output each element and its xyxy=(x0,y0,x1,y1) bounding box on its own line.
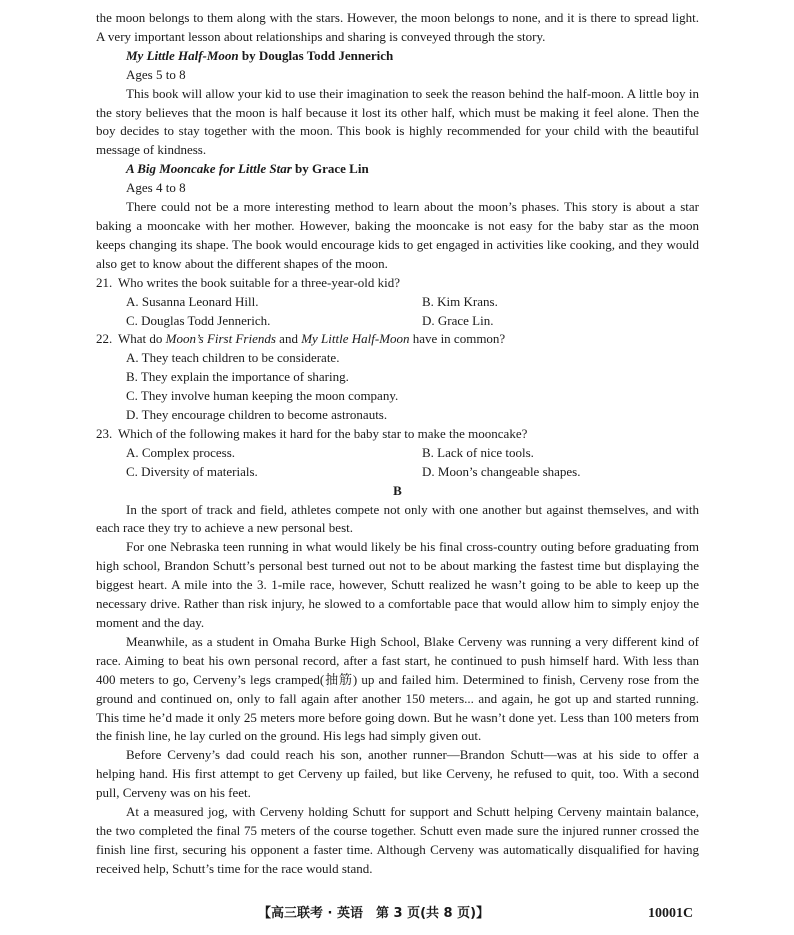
question-stem: Which of the following makes it hard for the baby star to make the mooncake? xyxy=(118,425,528,441)
question-number: 22. xyxy=(96,331,113,347)
question-stem: Who writes the book suitable for a three-year-old kid? xyxy=(118,274,401,290)
option-d: D. Moon’s changeable shapes. xyxy=(422,463,581,479)
option-b: B. Lack of nice tools. xyxy=(422,444,534,460)
option-b: B. Kim Krans. xyxy=(422,293,498,309)
question-number: 21. xyxy=(96,274,113,290)
option-d: D. They encourage children to become astronauts. xyxy=(126,407,388,423)
book-title: My Little Half-Moon xyxy=(301,331,410,347)
option-c: C. They involve human keeping the moon company. xyxy=(126,388,399,404)
book-author: by Grace Lin xyxy=(291,161,369,177)
option-a: A. They teach children to be considerate. xyxy=(126,350,340,366)
footer-page-info: 【高三联考 · 英语 第 3 页(共 8 页)】 xyxy=(258,906,490,921)
book-ages: Ages 5 to 8 xyxy=(126,66,186,82)
stem-text: What do xyxy=(118,331,166,347)
passage-paragraph: In the sport of track and field, athletes compete not only with one another but against themselves, and with each race they try to achieve a new personal best. xyxy=(96,501,699,536)
book-description: This book will allow your kid to use their imagination to seek the reason behind the half-moon. A little boy in the story believes that the moon is half because it lost its other half, which must be making it feel alone. Then the boy decides to stay together with the moon. This book is highly recommended for your child with the beautiful message of kindness. xyxy=(96,85,699,158)
option-c: C. Douglas Todd Jennerich. xyxy=(126,312,271,328)
option-b: B. They explain the importance of sharing. xyxy=(126,369,349,385)
option-a: A. Susanna Leonard Hill. xyxy=(126,293,259,309)
intro-tail-paragraph: the moon belongs to them along with the stars. However, the moon belongs to none, and it is there to spread light. A very important lesson about relationships and sharing is conveyed through the story. xyxy=(96,10,699,44)
passage-paragraph: At a measured jog, with Cerveny holding Schutt for support and Schutt helping Cerveny maintain balance, the two completed the final 75 meters of the course together. Schutt even made sure the injured runner crossed the finish line first, securing his opponent a faster time. Although Cerveny was automatically disqualified for having received help, Schutt’s time for the race would stand. xyxy=(96,804,699,876)
question-22-options xyxy=(96,349,699,425)
book-title: My Little Half-Moon xyxy=(126,47,239,63)
passage-paragraph: Before Cerveny’s dad could reach his son, another runner—Brandon Schutt—was at his side to offer a helping hand. His first attempt to get Cerveny up failed, but like Cerveny, he refused to quit, too. With a second pull, Cerveny was on his feet. xyxy=(96,747,699,801)
question-21-options xyxy=(96,293,699,331)
option-d: D. Grace Lin. xyxy=(422,312,494,328)
question-22 xyxy=(96,330,699,349)
page-footer xyxy=(0,905,794,927)
question-stem xyxy=(118,330,505,349)
book-description: There could not be a more interesting method to learn about the moon’s phases. This story is about a star baking a mooncake with her mother. However, baking the mooncake is not easy for the baby star as the moon keeps changing its shape. The book would encourage kids to get engaged in activities like cooking, and they would also get to know about the different shapes of the moon. xyxy=(96,199,699,271)
question-23 xyxy=(96,425,699,444)
book-title-heading xyxy=(96,160,699,179)
book-author: by Douglas Todd Jennerich xyxy=(238,47,394,63)
question-23-options xyxy=(96,444,699,482)
page-content xyxy=(96,9,699,879)
stem-text: and xyxy=(275,331,302,347)
passage-paragraph: For one Nebraska teen running in what would likely be his final cross-country outing before graduating from high school, Brandon Schutt’s personal best turned out not to be about marking the fastest time but displaying the biggest heart. A mile into the 3. 1-mile race, however, Schutt realized he wasn’t going to be able to keep up the necessary drive. Rather than risk injury, he slowed to a comfortable pace that would allow him to simply enjoy the moment and the day. xyxy=(96,539,699,630)
question-21 xyxy=(96,274,699,293)
question-number: 23. xyxy=(96,425,113,441)
book-title: Moon’s First Friends xyxy=(165,331,276,347)
option-a: A. Complex process. xyxy=(126,444,236,460)
passage-paragraph: Meanwhile, as a student in Omaha Burke High School, Blake Cerveny was running a very different kind of race. Aiming to beat his own personal record, after a fast start, he continued to push himself hard. With less than 400 meters to go, Cerveny’s legs cramped(抽筋) up and failed him. Determined to finish, Cerveny rose from the ground and continued on, only to fall again after another 150 meters... and again, he got up and started running. This time he’d made it only 25 meters more before going down. But he wasn’t done yet. Less than 100 meters from the finish line, he lay curled on the ground. His legs had simply given out. xyxy=(96,633,699,744)
book-title-heading xyxy=(96,47,699,66)
footer-exam-code: 10001C xyxy=(648,906,694,921)
option-c: C. Diversity of materials. xyxy=(126,463,258,479)
stem-text: have in common? xyxy=(409,331,506,347)
book-ages: Ages 4 to 8 xyxy=(126,180,186,196)
book-title: A Big Mooncake for Little Star xyxy=(126,161,292,177)
section-heading: B xyxy=(393,482,402,498)
